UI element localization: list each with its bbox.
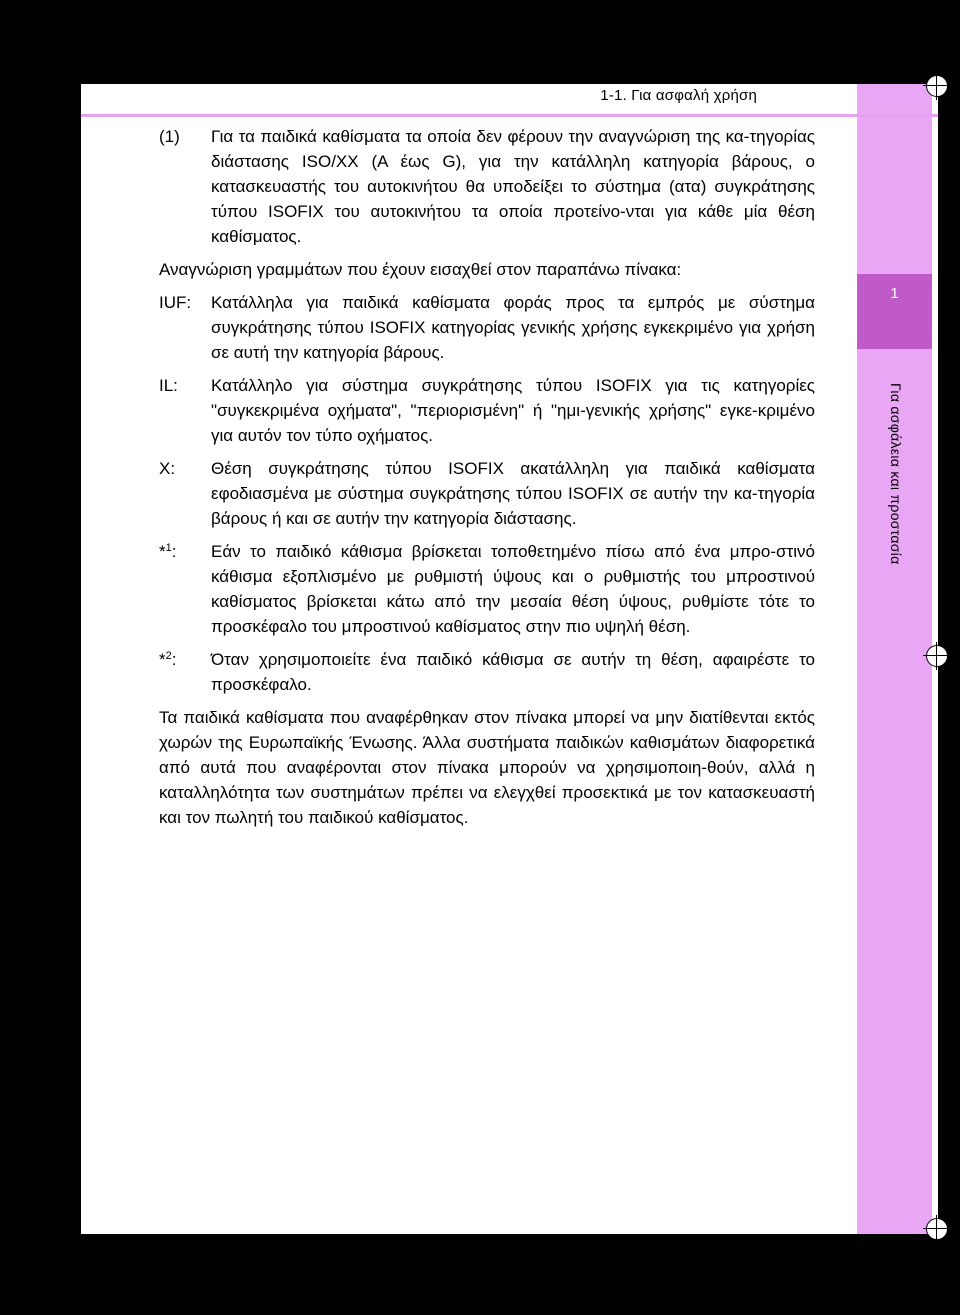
list-item [159,124,815,249]
footnote-asterisk: * [159,650,166,669]
chapter-label [841,354,951,594]
legend-text: Κατάλληλο για σύστημα συγκράτησης τύπου ISOFIX για τις κατηγορίες "συγκεκριμένα οχήματα", "περιορισμένη" ή "ημι-γενικής χρήσης" εγκε-κριμένο για αυτόν τον τύπο οχήματος. [211,376,815,445]
legend-intro: Αναγνώριση γραμμάτων που έχουν εισαχθεί στον παραπάνω πίνακα: [159,260,682,279]
footnote-2 [159,647,815,697]
legend-text: Θέση συγκράτησης τύπου ISOFIX ακατάλληλη για παιδικά καθίσματα εφοδιασμένα με σύστημα συγκράτησης τύπου ISOFIX σε αυτήν την κα-τηγορία βάρους ή και σε αυτήν την κατηγορία διάστασης. [211,459,815,528]
legend-item-iuf [159,290,815,365]
chapter-number: 1 [857,274,932,349]
item-key: (1) [159,127,180,146]
page-content [159,124,815,838]
legend-text: Κατάλληλα για παιδικά καθίσματα φοράς προς τα εμπρός με σύστημα συγκράτησης τύπου ISOFIX κατηγορίας γενικής χρήσης εγκεκριμένο για χρήση σε αυτή την κατηγορία βάρους. [211,293,815,362]
legend-key: X: [159,459,176,478]
footnote-number: 2 [165,650,172,662]
legend-key: IL: [159,376,178,395]
registration-mark-icon [926,645,948,667]
item-text: Για τα παιδικά καθίσματα τα οποία δεν φέρουν την αναγνώριση της κα-τηγορίας διάστασης ISO/XX (A έως G), για την κατάλληλη κατηγορία βάρους, ο κατασκευαστής του αυτοκινήτου θα υποδείξει το σύστημα (ατα) συγκράτησης τύπου ISOFIX του αυτοκινήτου τα οποία προτείνο-νται για κάθε μία θέση καθίσματος. [211,127,815,246]
footnote-number: 1 [165,542,172,554]
footnote-marker [159,539,211,639]
footnote-asterisk: * [159,542,166,561]
section-title: 1-1. Για ασφαλή χρήση [600,87,757,104]
footnote-1 [159,539,815,639]
chapter-side-tab [857,84,932,1234]
legend-key: IUF: [159,293,192,312]
document-page [81,84,938,1234]
closing-paragraph: Τα παιδικά καθίσματα που αναφέρθηκαν στον πίνακα μπορεί να μην διατίθενται εκτός χωρών της Ευρωπαϊκής Ένωσης. Άλλα συστήματα παιδικών καθισμάτων διαφορετικά από αυτά που αναφέρονται στον πίνακα μπορούν να χρησιμοποιη-θούν, αλλά η καταλληλότητα των συστημάτων πρέπει να ελεγχθεί προσεκτικά με τον κατασκευαστή και τον πωλητή του παιδικού καθίσματος. [159,708,815,827]
header-rule [81,114,938,117]
footnote-text: Όταν χρησιμοποιείτε ένα παιδικό κάθισμα σε αυτήν τη θέση, αφαιρέστε το προσκέφαλο. [211,650,815,694]
chapter-label-text: Για ασφάλεια και προστασία [888,383,904,565]
footnote-colon: : [171,542,177,561]
legend-item-il [159,373,815,448]
registration-mark-icon [926,1218,948,1240]
footnote-text: Εάν το παιδικό κάθισμα βρίσκεται τοποθετημένο πίσω από ένα μπρο-στινό κάθισμα εξοπλισμένο με ρυθμιστή ύψους και ο ρυθμιστής του μπροστινού καθίσματος βρίσκεται κάτω από την μεσαία θέση ύψους, ρυθμίστε τότε το προσκέφαλο του μπροστινού καθίσματος στην πιο υψηλή θέση. [211,542,815,636]
legend-item-x [159,456,815,531]
footnote-marker [159,647,211,697]
registration-mark-icon [926,75,948,97]
footnote-colon: : [171,650,177,669]
